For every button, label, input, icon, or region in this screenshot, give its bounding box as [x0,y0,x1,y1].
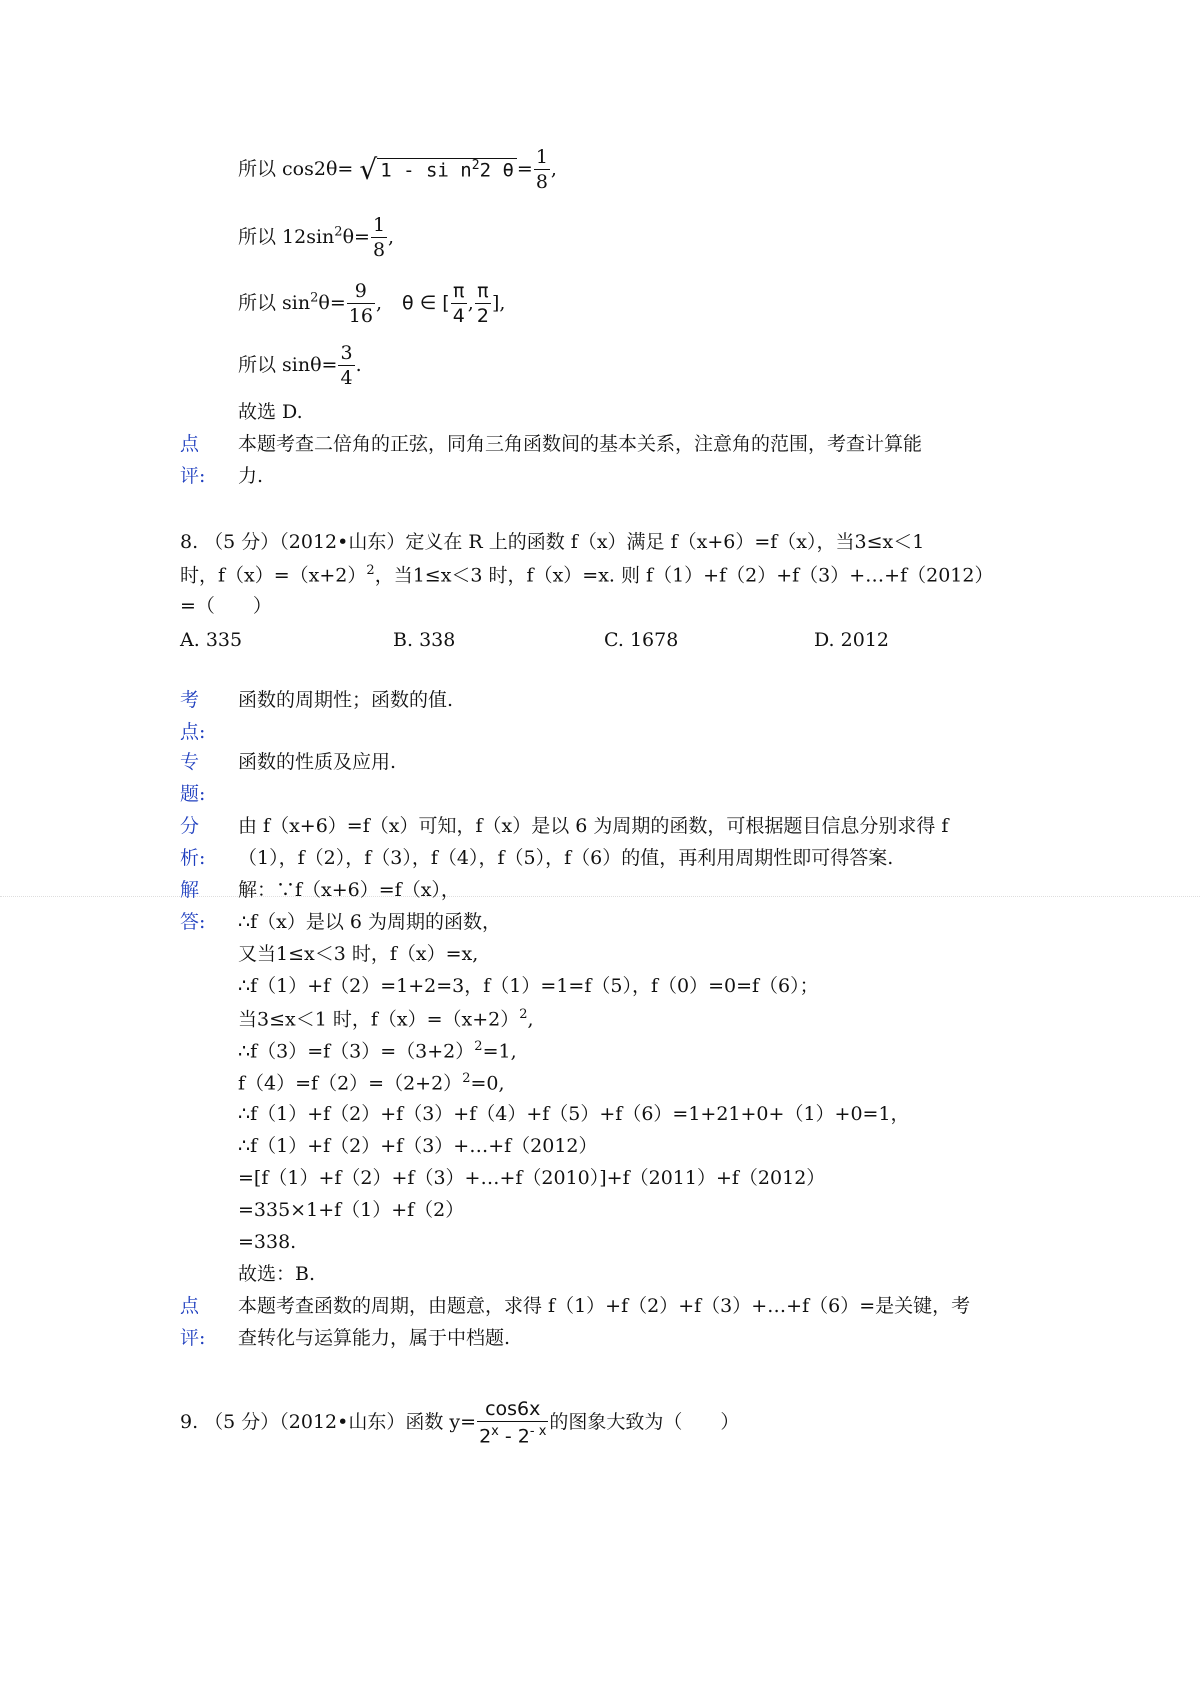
jieda-label-top: 解 [180,879,200,901]
fraction: $\frac{1}{8}$ [535,146,548,193]
solution-line-2: ∴f（x）是以 6 为周期的函数， [238,911,502,933]
prev-line-2: 所以 $12\sin^2\theta=$ $\frac{1}{8}$ , [238,214,395,261]
q8-stem-line-2: 时，$f(x)=(x+2)^2$，当1≤x＜3 时，f（x）=x. 则 f（1）+f（2）+f（3）+…+f（2012） [180,563,994,587]
q8-stem-line-1: 8. （5 分）（2012•山东）定义在 R 上的函数 f（x）满足 f（x+6）=f（x），当3≤x＜1 [180,531,925,553]
q8-option-d: D. 2012 [814,629,890,651]
prev-line-4: 所以 sinθ= $\frac{3}{4}$ . [238,342,362,389]
solution-line-12: =338. [238,1231,297,1253]
q8-option-a: A. 335 [180,629,243,651]
fenxi-line-2: （1），f（2），f（3），f（4），f（5），f（6）的值，再利用周期性即可得答案. [238,847,894,869]
comment-label-bottom: 评: [180,465,206,487]
fraction: $\frac{\pi}{4}$ [452,280,465,327]
solution-line-6: $\therefore f(3)=f(3)=(3+2)^2=1$, [238,1039,517,1063]
fraction: $\frac{9}{16}$ [348,280,373,327]
solution-line-4: ∴f（1）+f（2）=1+2=3，f（1）=1=f（5），f（0）=0=f（6）； [238,975,819,997]
kaodian-label-top: 考 [180,689,200,711]
prev-comment-line-1: 本题考查二倍角的正弦，同角三角函数间的基本关系，注意角的范围，考查计算能 [238,433,923,455]
dianping-line-2: 查转化与运算能力，属于中档题. [238,1327,511,1349]
comment-label-top: 点 [180,433,200,455]
q8-option-c: C. 1678 [604,629,679,651]
fenxi-label-bottom: 析: [180,847,206,869]
jieda-label-bottom: 答: [180,911,206,933]
text: 所以 cos2θ= [238,158,354,180]
prev-comment-line-2: 力. [238,465,264,487]
dianping-label-bottom: 评: [180,1327,206,1349]
sqrt-expression: √ 1 - si $n^22$ θ [359,155,517,186]
fenxi-label-top: 分 [180,815,200,837]
fraction: $\frac{\cos 6x}{2^x - 2^{- x}}$ [479,1398,547,1448]
fraction: $\frac{1}{8}$ [372,214,386,261]
solution-line-7: $f(4)=f(2)=(2+2)^2=0$, [238,1071,505,1095]
zhuanti-text: 函数的性质及应用. [238,751,397,773]
fraction: $\frac{3}{4}$ [340,342,353,389]
prev-line-3: 所以 $\sin^2\theta=$ $\frac{9}{16}$ , θ ∈ [ $\frac{\pi}{4}$ , $\frac{\pi}{2}$ ], [238,280,506,327]
q8-stem-line-3: =（ ） [180,595,272,617]
solution-line-1: 解：∵f（x+6）=f（x）， [238,879,460,901]
fenxi-line-1: 由 f（x+6）=f（x）可知，f（x）是以 6 为周期的函数，可根据题目信息分别求得 f [238,815,949,837]
solution-line-8: ∴f（1）+f（2）+f（3）+f（4）+f（5）+f（6）=1+21+0+（1）+0=1， [238,1103,910,1125]
prev-answer: 故选 D. [238,401,303,423]
dianping-line-1: 本题考查函数的周期，由题意，求得 f（1）+f（2）+f（3）+…+f（6）=是关键，考 [238,1295,971,1317]
kaodian-text: 函数的周期性；函数的值. [238,689,454,711]
zhuanti-label-bottom: 题: [180,783,206,805]
dianping-label-top: 点 [180,1295,200,1317]
kaodian-label-bottom: 点: [180,721,206,743]
q9-stem: 9. （5 分）（2012•山东）函数 y= $\frac{\cos 6x}{2^x - 2^{- x}}$ 的图象大致为（ ） [180,1398,740,1448]
zhuanti-label-top: 专 [180,751,200,773]
solution-line-10: =[f（1）+f（2）+f（3）+…+f（2010）]+f（2011）+f（2012） [238,1167,826,1189]
solution-line-3: 又当1≤x＜3 时，f（x）=x, [238,943,479,965]
solution-line-5: 当3≤x＜1 时，$f(x)=(x+2)^2$, [238,1007,534,1031]
fraction: $\frac{\pi}{2}$ [476,280,489,327]
q8-option-b: B. 338 [393,629,456,651]
solution-line-9: ∴f（1）+f（2）+f（3）+…+f（2012） [238,1135,598,1157]
solution-line-11: =335×1+f（1）+f（2） [238,1199,465,1221]
solution-line-13: 故选：B. [238,1263,316,1285]
prev-line-1: 所以 cos2θ= √ 1 - si $n^22$ θ = $\frac{1}{8}$ , [238,146,557,193]
